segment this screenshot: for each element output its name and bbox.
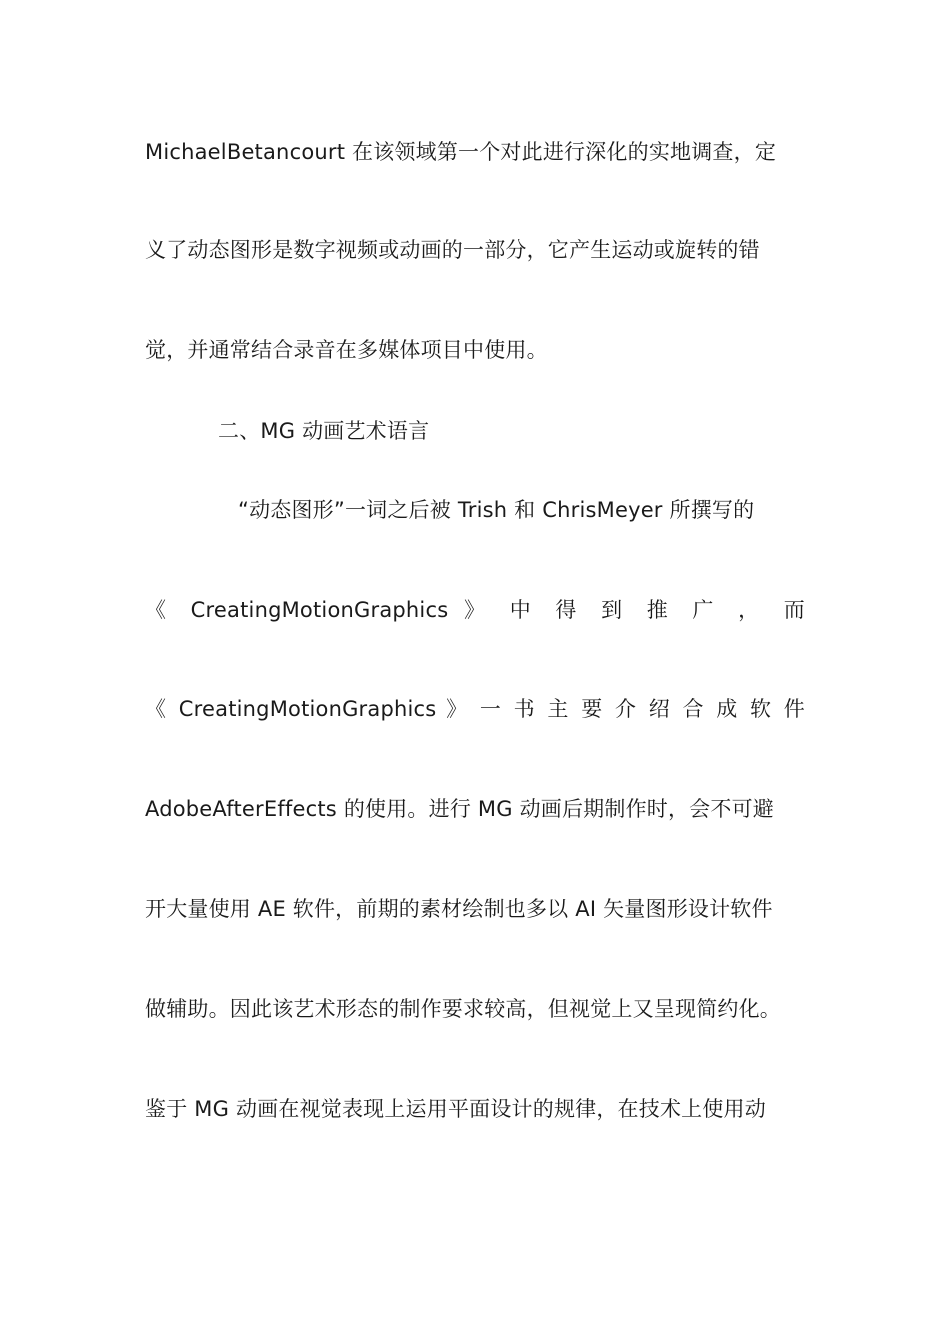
paragraph-line-8: AdobeAfterEffects 的使用。进行 MG 动画后期制作时，会不可避 [145,797,774,821]
paragraph-line-2: 义了动态图形是数字视频或动画的一部分，它产生运动或旋转的错 [145,238,760,262]
paragraph-line-11: 鉴于 MG 动画在视觉表现上运用平面设计的规律，在技术上使用动 [145,1097,766,1121]
paragraph-line-1: MichaelBetancourt 在该领域第一个对此进行深化的实地调查，定 [145,140,777,164]
paragraph-line-9: 开大量使用 AE 软件，前期的素材绘制也多以 AI 矢量图形设计软件 [145,897,773,921]
paragraph-line-5: “动态图形”一词之后被 Trish 和 ChrisMeyer 所撰写的 [238,498,755,522]
section-heading: 二、MG 动画艺术语言 [218,419,430,443]
paragraph-line-10: 做辅助。因此该艺术形态的制作要求较高，但视觉上又呈现简约化。 [145,997,781,1021]
paragraph-line-3: 觉，并通常结合录音在多媒体项目中使用。 [145,338,548,362]
paragraph-line-7: 《 CreatingMotionGraphics 》 一 书 主 要 介 绍 合 成 软 件 [145,697,805,721]
paragraph-line-6: 《 CreatingMotionGraphics 》 中 得 到 推 广 ， 而 [145,598,805,622]
